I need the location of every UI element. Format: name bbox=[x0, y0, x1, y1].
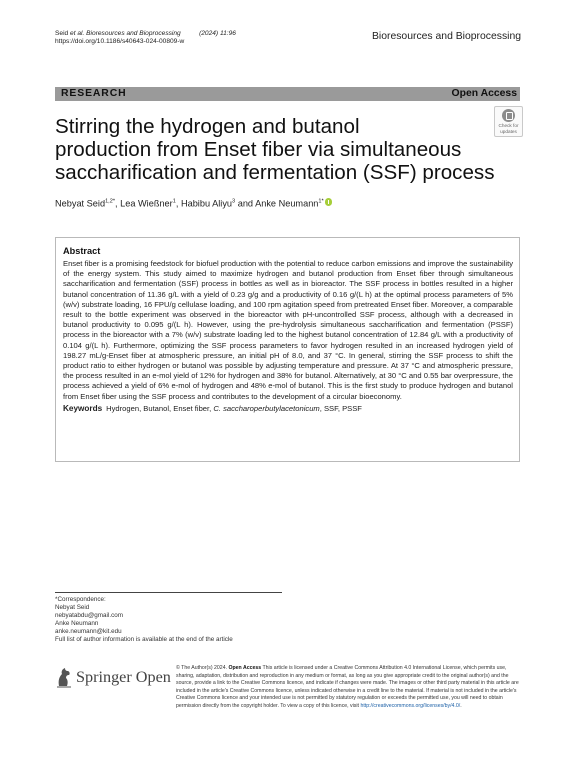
keywords-species: C. saccharoperbutylacetonicum bbox=[213, 403, 320, 413]
author-name[interactable]: , Habibu Aliyu bbox=[175, 198, 233, 209]
footnote-line: *Correspondence: bbox=[55, 596, 106, 603]
author-affiliation: 1* bbox=[318, 198, 324, 205]
copyright-text: © The Author(s) 2024. bbox=[176, 665, 229, 671]
author-affiliation: 3 bbox=[232, 198, 236, 205]
footnote-line: Nebyat Seid bbox=[55, 603, 90, 611]
author-list bbox=[55, 198, 332, 209]
keywords-list: Hydrogen, Butanol, Enset fiber, bbox=[106, 403, 214, 413]
footnote-line: Full list of author information is available at the end of the article bbox=[55, 635, 233, 643]
author-affiliation: 1,2* bbox=[105, 198, 116, 205]
keywords-list-end: , SSF, PSSF bbox=[319, 403, 362, 413]
correspondence-footnote bbox=[55, 596, 233, 643]
author-name[interactable]: Nebyat Seid bbox=[55, 198, 106, 209]
running-header bbox=[55, 30, 236, 47]
footnote-divider bbox=[55, 592, 282, 593]
bookmark-icon bbox=[502, 109, 515, 122]
title-line: saccharification and fermentation (SSF) process bbox=[55, 161, 495, 185]
author-name[interactable]: , Lea Wießner bbox=[115, 198, 173, 209]
check-updates-line2: updates bbox=[500, 129, 517, 134]
abstract-heading: Abstract bbox=[63, 246, 101, 256]
author-affiliation: 1 bbox=[172, 198, 176, 205]
citation-line: Seid et al. Bioresources and Bioprocessing (2024) 11:96 bbox=[55, 30, 236, 37]
check-for-updates-button[interactable] bbox=[494, 106, 523, 137]
publisher-name: Springer bbox=[76, 668, 132, 686]
keywords bbox=[63, 404, 513, 414]
license-tail: . bbox=[460, 702, 462, 709]
keywords-label: Keywords bbox=[63, 403, 103, 413]
article-title bbox=[55, 115, 495, 185]
email-link[interactable]: nebyatabdu@gmail.com bbox=[55, 611, 123, 619]
check-updates-line1: Check for bbox=[498, 123, 519, 128]
springer-horse-icon bbox=[55, 666, 73, 688]
section-label: RESEARCH bbox=[61, 88, 127, 99]
license-body: This article is licensed under a Creative Commons Attribution 4.0 International License, which permits use, sharing, adaptation, distribution and reproduction in any medium or format, as long as you give appropriate credit to the original author(s) and the source, provide a link to the Creative Commons licence, and indicate if changes were made. The images or other third party material in this article are included in the article's Creative Commons licence, unless indicated otherwise in a credit line to the material. If material is not included in the article's Creative Commons licence and your intended use is not permitted by statutory regulation or exceeds the permitted use, you will need to obtain permission directly from the copyright holder. To view a copy of this licence, visit bbox=[176, 665, 519, 709]
abstract-text: Enset fiber is a promising feedstock for biofuel production with the potential to reduce carbon emissions and improve the sustainability of the energy system. This study aimed to maximize hydrogen and butanol production from Enset fiber through simultaneous saccharification and fermentation (SSF) process in bottles as well as in bioreactor. The SSF process in bottles resulted in a higher butanol concentration of 11.36 g/L with a yield of 0.23 g/g and a productivity of 0.16 g/(L h) at the optimal process parameters of 5% (w/v) substrate loading, 16 FPU/g cellulase loading, and 100 rpm agitation speed from pretreated Enset fiber. Moreover, a comparable result to the bottle experiment was observed in the bioreactor with pH-uncontrolled SSF process, although with a decreased in butanol productivity to 0.095 g/(L h). However, using the pre-hydrolysis simultaneous saccharification and fermentation (PSSF) process in the bioreactor with a 7% (w/v) substrate loading led to the highest butanol concentration of 12.84 g/L with a productivity of 0.104 g/(L h). Furthermore, optimizing the SSF process parameters to favor hydrogen resulted in an increased hydrogen yield of 198.27 mL/g-Enset fiber at atmospheric pressure, an initial pH of 8.0, and 37 °C. In general, stirring the SSF process to shift the product ratio to either hydrogen or butanol was possible by adjusting temperature and pressure. At 37 °C and atmospheric pressure, the process resulted in an e-mol yield of 12% for hydrogen and 38% for butanol. Alternatively, at 30 °C and 0.55 bar overpressure, the process achieved a yield of 6% e-mol of hydrogen and 48% e-mol of butanol. This is the first study to produce hydrogen and butanol from Enset fiber using the SSF process and contributes to the development of a circular bioeconomy. bbox=[63, 259, 513, 401]
abstract-box bbox=[55, 237, 520, 462]
open-access-label: Open Access bbox=[451, 88, 517, 99]
author-name[interactable]: and Anke Neumann bbox=[235, 198, 319, 209]
license-open-access: Open Access bbox=[228, 665, 262, 671]
doi-link[interactable]: https://doi.org/10.1186/s40643-024-00809-w bbox=[55, 38, 185, 46]
license-link[interactable]: http://creativecommons.org/licenses/by/4.0/ bbox=[360, 702, 461, 709]
title-line: Stirring the hydrogen and butanol bbox=[55, 115, 360, 138]
section-banner bbox=[55, 87, 520, 101]
orcid-icon[interactable] bbox=[325, 198, 333, 206]
license-statement bbox=[176, 665, 521, 711]
journal-name: Bioresources and Bioprocessing bbox=[371, 31, 521, 42]
email-link[interactable]: anke.neumann@kit.edu bbox=[55, 627, 122, 635]
title-line: production from Enset fiber via simultaneous bbox=[55, 138, 462, 162]
publisher-name-suffix: Open bbox=[131, 668, 171, 686]
footnote-line: Anke Neumann bbox=[55, 619, 99, 627]
